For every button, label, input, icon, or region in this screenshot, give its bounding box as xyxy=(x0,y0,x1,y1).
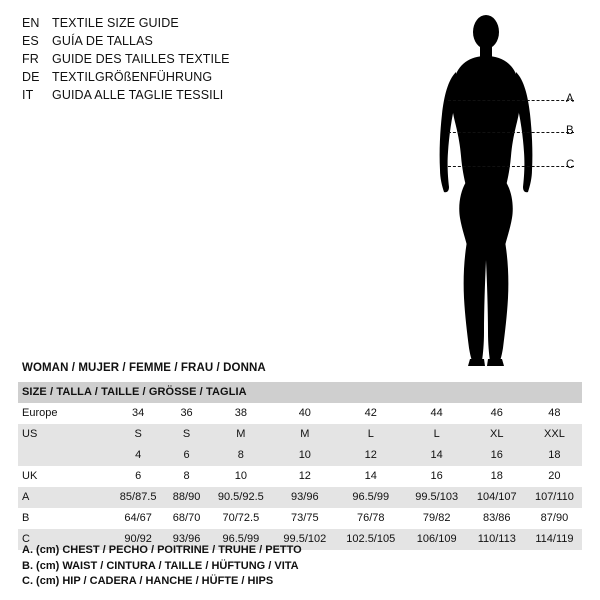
cell: 18 xyxy=(490,470,503,482)
female-silhouette-icon xyxy=(400,10,590,370)
language-row-it xyxy=(22,88,352,106)
language-row-es xyxy=(22,34,352,52)
table-row xyxy=(18,466,582,487)
language-code-es: ES xyxy=(22,34,39,48)
cell: 8 xyxy=(183,470,190,482)
cell: 106/109 xyxy=(416,533,457,545)
cell: 46 xyxy=(490,407,503,419)
cell: 14 xyxy=(430,449,443,461)
cell: 64/67 xyxy=(124,512,152,524)
cell: 93/96 xyxy=(291,491,319,503)
cell: S xyxy=(134,428,142,440)
size-table xyxy=(18,382,582,550)
row-label-uk: UK xyxy=(22,470,38,482)
cell: 99.5/102 xyxy=(283,533,327,545)
legend-item-a: A. (cm) CHEST / PECHO / POITRINE / TRUHE / PETTO xyxy=(22,544,302,556)
cell: M xyxy=(300,428,310,440)
cell: 102.5/105 xyxy=(346,533,396,545)
cell: 4 xyxy=(135,449,142,461)
language-title-fr: GUIDE DES TAILLES TEXTILE xyxy=(52,52,230,66)
measurement-legend xyxy=(22,543,302,590)
cell: 34 xyxy=(132,407,145,419)
cell: 90/92 xyxy=(124,533,152,545)
cell: 76/78 xyxy=(356,512,385,524)
guide-label-c: C xyxy=(566,159,575,171)
cell: 14 xyxy=(364,470,377,482)
cell: 85/87.5 xyxy=(119,491,157,503)
table-row xyxy=(18,445,582,466)
cell: 18 xyxy=(548,449,561,461)
language-code-de: DE xyxy=(22,70,40,84)
cell: 42 xyxy=(364,407,377,419)
cell: 70/72.5 xyxy=(222,512,260,524)
cell: 8 xyxy=(237,449,244,461)
cell: 12 xyxy=(364,449,377,461)
cell: L xyxy=(433,428,440,440)
guide-line-a xyxy=(448,100,574,101)
row-label-b: B xyxy=(22,512,30,524)
language-title-es: GUÍA DE TALLAS xyxy=(52,34,153,48)
cell: 36 xyxy=(180,407,193,419)
guide-label-a: A xyxy=(566,93,574,105)
cell: 44 xyxy=(430,407,443,419)
cell: 20 xyxy=(548,470,561,482)
cell: 99.5/103 xyxy=(415,491,459,503)
table-row xyxy=(18,403,582,424)
cell: 6 xyxy=(183,449,190,461)
language-title-en: TEXTILE SIZE GUIDE xyxy=(52,16,179,30)
cell: 104/107 xyxy=(476,491,517,503)
cell: 48 xyxy=(548,407,561,419)
cell: 107/110 xyxy=(534,491,574,503)
language-title-it: GUIDA ALLE TAGLIE TESSILI xyxy=(52,88,224,102)
cell: 73/75 xyxy=(291,512,319,524)
cell: 88/90 xyxy=(172,491,201,503)
legend-item-b: B. (cm) WAIST / CINTURA / TAILLE / HÜFTUNG / VITA xyxy=(22,559,299,572)
cell: XL xyxy=(490,428,504,440)
cell: 16 xyxy=(430,470,443,482)
row-label-c: C xyxy=(22,533,30,545)
legend-item-c: C. (cm) HIP / CADERA / HANCHE / HÜFTE / HIPS xyxy=(22,575,274,587)
section-title: WOMAN / MUJER / FEMME / FRAU / DONNA xyxy=(22,362,266,374)
cell: 87/90 xyxy=(540,512,569,524)
language-row-fr xyxy=(22,52,352,70)
language-title-de: TEXTILGRÖßENFÜHRUNG xyxy=(52,70,213,84)
cell: M xyxy=(236,428,246,440)
table-header-row xyxy=(18,382,582,403)
table-header-label: SIZE / TALLA / TAILLE / GRÖSSE / TAGLIA xyxy=(22,386,247,398)
row-label-a: A xyxy=(22,491,30,503)
cell: 6 xyxy=(135,470,142,482)
size-table-wrap xyxy=(18,382,582,550)
language-code-fr: FR xyxy=(22,52,39,66)
body-figure xyxy=(400,10,590,370)
cell: 114/119 xyxy=(535,533,574,545)
guide-label-b: B xyxy=(566,125,574,137)
guide-line-b xyxy=(448,132,574,133)
cell: 93/96 xyxy=(172,533,201,545)
cell: 40 xyxy=(298,407,311,419)
cell: 10 xyxy=(298,449,311,461)
cell: S xyxy=(182,428,191,440)
cell: 38 xyxy=(234,407,247,419)
guide-line-c xyxy=(448,166,574,167)
cell: L xyxy=(367,428,374,440)
cell: 83/86 xyxy=(483,512,511,524)
language-row-en xyxy=(22,16,352,34)
cell: XXL xyxy=(544,428,565,440)
cell: 96.5/99 xyxy=(222,533,260,545)
row-label-us-numeric xyxy=(18,445,110,466)
row-label-europe: Europe xyxy=(22,407,58,419)
language-code-it: IT xyxy=(22,88,34,102)
language-row-de xyxy=(22,70,352,88)
cell: 16 xyxy=(490,449,503,461)
language-header xyxy=(22,16,352,106)
table-row xyxy=(18,508,582,529)
cell: 12 xyxy=(298,470,311,482)
language-code-en: EN xyxy=(22,16,40,30)
cell: 96.5/99 xyxy=(352,491,390,503)
cell: 10 xyxy=(234,470,247,482)
cell: 110/113 xyxy=(477,533,516,545)
cell: 90.5/92.5 xyxy=(217,491,264,503)
table-row xyxy=(18,424,582,445)
cell: 79/82 xyxy=(422,512,451,524)
table-row xyxy=(18,487,582,508)
row-label-us: US xyxy=(22,428,38,440)
cell: 68/70 xyxy=(172,512,201,524)
